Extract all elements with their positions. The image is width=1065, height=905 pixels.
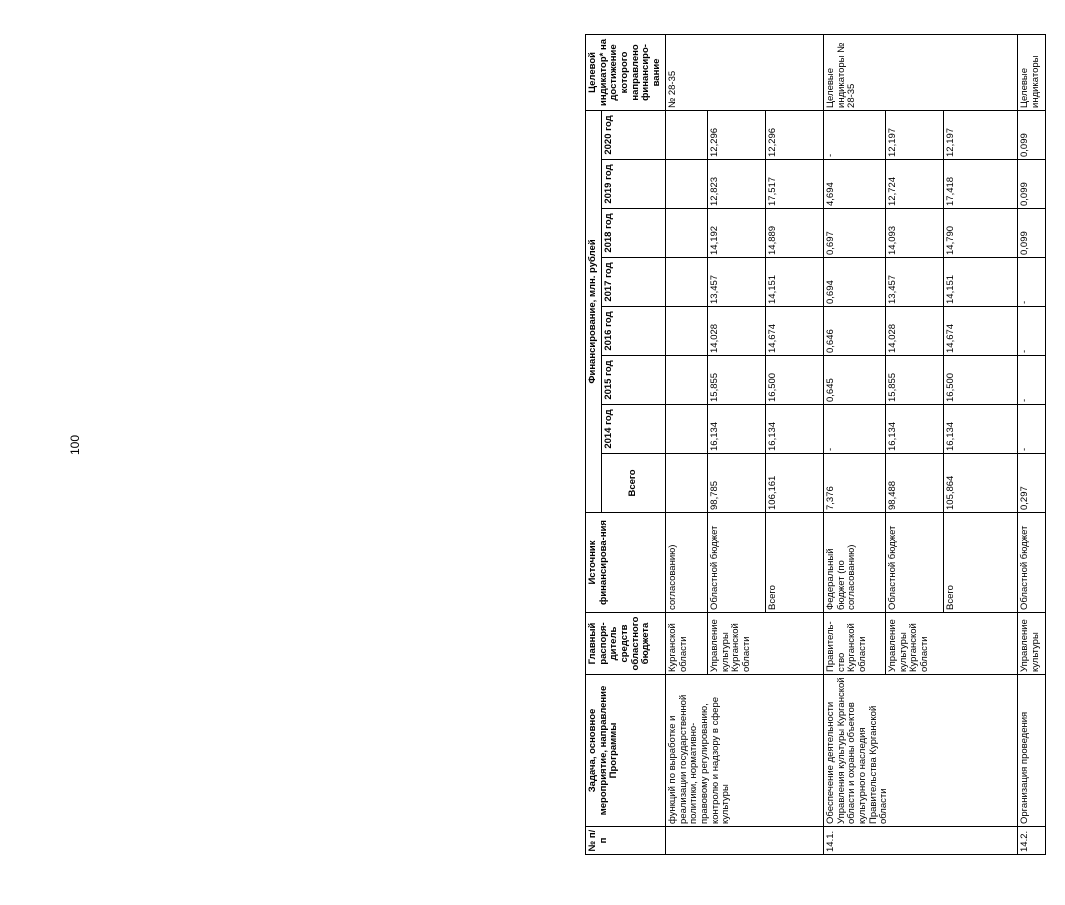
cell-value: 13,457 xyxy=(886,258,944,307)
cell-value xyxy=(666,258,708,307)
header-task: Задача, основное мероприятие, направление Программы xyxy=(586,675,666,827)
cell-value: 0,646 xyxy=(824,307,886,356)
cell-target: Целевые индикаторы № 28-35 xyxy=(824,34,1018,110)
header-year: 2016 год xyxy=(602,307,666,356)
header-financing: Финансирование, млн. рублей xyxy=(586,110,602,512)
cell-value: - xyxy=(824,110,886,159)
cell-value xyxy=(666,405,708,454)
cell-total: 106,161 xyxy=(766,454,824,513)
cell-num: 14.1. xyxy=(824,827,1018,855)
cell-value: 12,296 xyxy=(708,110,766,159)
cell-value xyxy=(666,209,708,258)
table-row xyxy=(666,34,708,854)
cell-total: 98,785 xyxy=(708,454,766,513)
table-row xyxy=(1018,34,1046,854)
cell-value: 14,889 xyxy=(766,209,824,258)
cell-value: - xyxy=(1018,356,1046,405)
cell-value: 15,855 xyxy=(886,356,944,405)
cell-total: 98,488 xyxy=(886,454,944,513)
cell-admin: Курганской области xyxy=(666,613,708,675)
header-source: Источник финансирова-ния xyxy=(586,513,666,613)
cell-value: - xyxy=(1018,405,1046,454)
cell-value: - xyxy=(824,405,886,454)
cell-value: 12,296 xyxy=(766,110,824,159)
cell-task: Обеспечение деятельности Управления культуры Курганской области и охраны объектов культурного наследия Правительства Курганской области xyxy=(824,675,1018,827)
cell-admin: Правитель-ство Курганской области xyxy=(824,613,886,675)
cell-value: 0,694 xyxy=(824,258,886,307)
cell-value: 15,855 xyxy=(708,356,766,405)
cell-admin: Управление культуры Курганской области xyxy=(708,613,824,675)
header-admin: Главный распоря-дитель средств областного бюджета xyxy=(586,613,666,675)
table-row xyxy=(824,34,886,854)
header-year: 2019 год xyxy=(602,160,666,209)
cell-value: 0,099 xyxy=(1018,209,1046,258)
cell-source: Областной бюджет xyxy=(708,513,766,613)
header-year: 2014 год xyxy=(602,405,666,454)
cell-source: согласованию) xyxy=(666,513,708,613)
cell-value: 17,418 xyxy=(944,160,1018,209)
cell-value: 14,674 xyxy=(766,307,824,356)
cell-admin: Управление культуры xyxy=(1018,613,1046,675)
cell-total xyxy=(666,454,708,513)
header-row-1 xyxy=(586,34,602,854)
cell-value: 16,134 xyxy=(886,405,944,454)
page-number: 100 xyxy=(68,434,82,456)
cell-value: 16,500 xyxy=(766,356,824,405)
cell-value: 16,134 xyxy=(766,405,824,454)
cell-source: Областной бюджет xyxy=(886,513,944,613)
cell-value: 12,197 xyxy=(944,110,1018,159)
cell-source: Федеральный бюджет (по согласованию) xyxy=(824,513,886,613)
header-year: 2017 год xyxy=(602,258,666,307)
cell-value: 14,674 xyxy=(944,307,1018,356)
cell-value: 14,028 xyxy=(886,307,944,356)
cell-total: 105,864 xyxy=(944,454,1018,513)
cell-value: 17,517 xyxy=(766,160,824,209)
cell-value xyxy=(666,307,708,356)
cell-value: 16,500 xyxy=(944,356,1018,405)
cell-total: 7,376 xyxy=(824,454,886,513)
cell-num: 14.2. xyxy=(1018,827,1046,855)
cell-num xyxy=(666,827,824,855)
cell-value: 12,197 xyxy=(886,110,944,159)
cell-target: № 28-35 xyxy=(666,34,824,110)
cell-value: 0,645 xyxy=(824,356,886,405)
header-year: 2020 год xyxy=(602,110,666,159)
cell-value: 14,028 xyxy=(708,307,766,356)
cell-total: 0,297 xyxy=(1018,454,1046,513)
header-year: 2015 год xyxy=(602,356,666,405)
cell-value: - xyxy=(1018,307,1046,356)
cell-value: 14,093 xyxy=(886,209,944,258)
cell-value: 16,134 xyxy=(944,405,1018,454)
cell-value: 12,724 xyxy=(886,160,944,209)
cell-source: Областной бюджет xyxy=(1018,513,1046,613)
cell-value: 0,697 xyxy=(824,209,886,258)
cell-task: функций по выработке и реализации государственной политики, нормативно-правовому регулированию, контролю и надзору в сфере культуры xyxy=(666,675,824,827)
cell-value: 13,457 xyxy=(708,258,766,307)
cell-task: Организация проведения xyxy=(1018,675,1046,827)
cell-source: Всего xyxy=(766,513,824,613)
cell-value: - xyxy=(1018,258,1046,307)
header-total: Всего xyxy=(602,454,666,513)
header-year: 2018 год xyxy=(602,209,666,258)
financing-table-rotated xyxy=(585,35,1065,855)
cell-value: 12,823 xyxy=(708,160,766,209)
cell-value xyxy=(666,160,708,209)
cell-value: 16,134 xyxy=(708,405,766,454)
cell-value: 14,790 xyxy=(944,209,1018,258)
cell-value: 14,151 xyxy=(944,258,1018,307)
cell-value: 14,151 xyxy=(766,258,824,307)
cell-source: Всего xyxy=(944,513,1018,613)
cell-value xyxy=(666,356,708,405)
cell-value: 4,694 xyxy=(824,160,886,209)
cell-admin: Управление культуры Курганской области xyxy=(886,613,1018,675)
header-target: Целевой индикатор* на достижение которого направлено финансиро-вание xyxy=(586,34,666,110)
financing-table xyxy=(585,34,1046,855)
cell-value: 0,099 xyxy=(1018,160,1046,209)
cell-value xyxy=(666,110,708,159)
cell-target: Целевые индикаторы xyxy=(1018,34,1046,110)
header-num: № п/п xyxy=(586,827,666,855)
cell-value: 14,192 xyxy=(708,209,766,258)
cell-value: 0,099 xyxy=(1018,110,1046,159)
